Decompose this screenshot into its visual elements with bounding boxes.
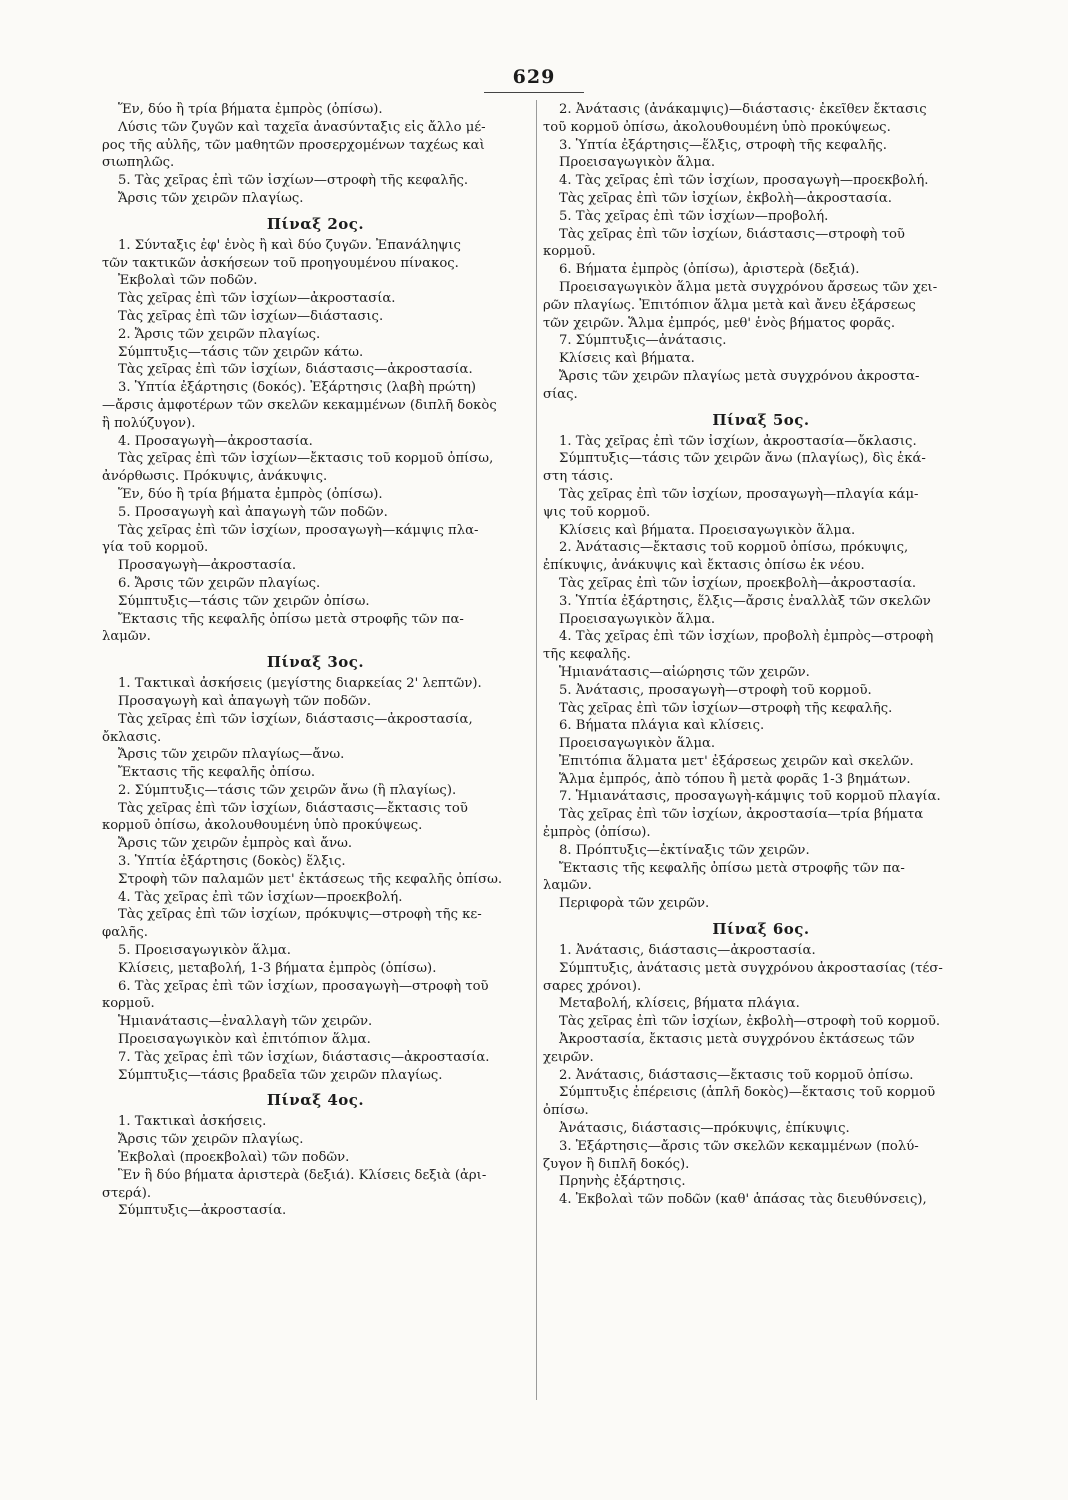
text-line: 2. Ἄρσις τῶν χειρῶν πλαγίως. xyxy=(118,326,321,342)
text-line: σαρες χρόνοι). xyxy=(543,978,642,994)
text-line: 7. Ἡμιανάτασις, προσαγωγὴ-κάμψις τοῦ κορμοῦ πλαγία. xyxy=(559,789,941,805)
text-line: 2. Ἀνάτασις—ἔκτασις τοῦ κορμοῦ ὀπίσω, πρόκυψις, xyxy=(559,540,909,556)
text-line: Προεισαγωγικὸν ἅλμα. xyxy=(559,155,716,171)
text-line: Τὰς χεῖρας ἐπὶ τῶν ἰσχίων—στροφὴ τῆς κεφαλῆς. xyxy=(559,700,893,716)
text-line: Τὰς χεῖρας ἐπὶ τῶν ἰσχίων, διάστασις—ἀκροστασία, xyxy=(118,711,473,727)
text-line: Ἔκτασις τῆς κεφαλῆς ὀπίσω μετὰ στροφῆς τῶν πα- xyxy=(559,860,905,876)
text-line: ρῶν πλαγίως. Ἐπιτόπιον ἅλμα μετὰ καὶ ἄνευ ἐξάρσεως xyxy=(543,297,916,313)
text-line: Τὰς χεῖρας ἐπὶ τῶν ἰσχίων—ἔκτασις τοῦ κορμοῦ ὀπίσω, xyxy=(118,451,494,467)
right-column xyxy=(543,101,979,1209)
text-line: Σύμπτυξις ἐπέρεισις (ἁπλῆ δοκὸς)—ἔκτασις τοῦ κορμοῦ xyxy=(559,1085,936,1101)
text-line: Τὰς χεῖρας ἐπὶ τῶν ἰσχίων, διάστασις—ἔκτασις τοῦ xyxy=(118,800,468,816)
text-line: 3. Ἐξάρτησις—ἄρσις τῶν σκελῶν κεκαμμένων (πολύ- xyxy=(559,1138,919,1154)
text-line: 4. Τὰς χεῖρας ἐπὶ τῶν ἰσχίων—προεκβολή. xyxy=(118,889,403,905)
text-line: Προεισαγωγικὸν ἅλμα. xyxy=(559,736,716,752)
text-line: 6. Βήματα πλάγια καὶ κλίσεις. xyxy=(559,718,765,734)
text-line: 5. Ἀνάτασις, προσαγωγὴ—στροφὴ τοῦ κορμοῦ. xyxy=(559,682,872,698)
text-line: Προσαγωγὴ καὶ ἀπαγωγὴ τῶν ποδῶν. xyxy=(118,693,372,709)
text-line: 5. Προσαγωγὴ καὶ ἀπαγωγὴ τῶν ποδῶν. xyxy=(118,504,388,520)
text-line: κορμοῦ. xyxy=(102,996,155,1012)
text-line: Ἓν ἢ δύο βήματα ἀριστερὰ (δεξιά). Κλίσεις δεξιὰ (ἀρι- xyxy=(118,1167,487,1183)
page-number: 629 xyxy=(512,66,556,88)
text-line: Μεταβολή, κλίσεις, βήματα πλάγια. xyxy=(559,996,800,1012)
text-line: Τὰς χεῖρας ἐπὶ τῶν ἰσχίων, προσαγωγὴ—πλαγία κάμ- xyxy=(559,486,919,502)
text-line: Κλίσεις, μεταβολή, 1-3 βήματα ἐμπρὸς (ὀπίσω). xyxy=(118,960,437,976)
text-line: Στροφὴ τῶν παλαμῶν μετ' ἐκτάσεως τῆς κεφαλῆς ὀπίσω. xyxy=(118,871,503,887)
text-line: Τὰς χεῖρας ἐπὶ τῶν ἰσχίων, προσαγωγὴ—κάμψις πλα- xyxy=(118,522,479,538)
text-line: λαμῶν. xyxy=(102,629,151,645)
text-line: 5. Προεισαγωγικὸν ἅλμα. xyxy=(118,943,291,959)
text-line: χειρῶν. xyxy=(543,1049,594,1065)
text-line: ζυγον ἢ διπλῆ δοκός). xyxy=(543,1156,690,1172)
text-line: 4. Ἐκβολαὶ τῶν ποδῶν (καθ' ἁπάσας τὰς διευθύνσεις), xyxy=(559,1192,927,1208)
text-line: ὄκλασις. xyxy=(102,729,162,745)
text-line: Ἀνάτασις, διάστασις—πρόκυψις, ἐπίκυψις. xyxy=(559,1121,850,1137)
text-line: ἐμπρὸς (ὀπίσω). xyxy=(543,825,651,841)
table-heading: Πίναξ 6ος. xyxy=(712,920,810,939)
text-line: Σύμπτυξις, ἀνάτασις μετὰ συγχρόνου ἀκροστασίας (τέσ- xyxy=(559,960,943,976)
text-line: 6. Ἄρσις τῶν χειρῶν πλαγίως. xyxy=(118,575,321,591)
text-line: ἀνόρθωσις. Πρόκυψις, ἀνάκυψις. xyxy=(102,469,328,485)
text-line: Προεισαγωγικὸν ἅλμα μετὰ συγχρόνου ἄρσεως τῶν χει- xyxy=(559,279,938,295)
text-line: τοῦ κορμοῦ ὀπίσω, ἀκολουθουμένη ὑπὸ προκύψεως. xyxy=(543,119,891,135)
text-line: τῶν χειρῶν. Ἅλμα ἐμπρός, μεθ' ἑνὸς βήματος φορᾶς. xyxy=(543,315,896,331)
table-heading: Πίναξ 5ος. xyxy=(712,410,810,429)
text-line: Ἄρσις τῶν χειρῶν πλαγίως μετὰ συγχρόνου ἀκροστα- xyxy=(559,368,920,384)
text-line: 2. Σύμπτυξις—τάσις τῶν χειρῶν ἄνω (ἢ πλαγίως). xyxy=(118,782,457,798)
text-line: Τὰς χεῖρας ἐπὶ τῶν ἰσχίων, πρόκυψις—στροφὴ τῆς κε- xyxy=(118,907,482,923)
text-line: Τὰς χεῖρας ἐπὶ τῶν ἰσχίων, ἐκβολὴ—ἀκροστασία. xyxy=(559,190,893,206)
text-line: 6. Βήματα ἐμπρὸς (ὀπίσω), ἀριστερὰ (δεξιά). xyxy=(559,262,860,278)
text-line: Λύσις τῶν ζυγῶν καὶ ταχεῖα ἀνασύνταξις εἰς ἄλλο μέ- xyxy=(118,119,486,135)
text-line: Ἄρσις τῶν χειρῶν πλαγίως—ἄνω. xyxy=(118,747,345,763)
left-column xyxy=(102,101,529,1220)
text-line: 5. Τὰς χεῖρας ἐπὶ τῶν ἰσχίων—προβολή. xyxy=(559,208,829,224)
text-line: Ἡμιανάτασις—ἐναλλαγὴ τῶν χειρῶν. xyxy=(118,1014,373,1030)
text-line: τῶν τακτικῶν ἀσκήσεων τοῦ προηγουμένου πίνακος. xyxy=(102,255,459,271)
text-line: 7. Σύμπτυξις—ἀνάτασις. xyxy=(559,333,727,349)
text-line: 3. Ὑπτία ἐξάρτησις (δοκός). Ἐξάρτησις (λαβὴ πρώτη) xyxy=(118,380,477,396)
text-line: 6. Τὰς χεῖρας ἐπὶ τῶν ἰσχίων, προσαγωγὴ—στροφὴ τοῦ xyxy=(118,978,489,994)
text-line: 1. Ἀνάτασις, διάστασις—ἀκροστασία. xyxy=(559,943,816,959)
text-line: στη τάσις. xyxy=(543,469,614,485)
text-line: ἐπίκυψις, ἀνάκυψις καὶ ἔκτασις ὀπίσω ἐκ νέου. xyxy=(543,558,865,574)
table-heading: Πίναξ 2ος. xyxy=(266,214,365,233)
text-line: Ἀκροστασία, ἔκτασις μετὰ συγχρόνου ἐκτάσεως τῶν xyxy=(559,1032,915,1048)
text-line: Προεισαγωγικὸν ἅλμα. xyxy=(559,611,716,627)
text-line: Τὰς χεῖρας ἐπὶ τῶν ἰσχίων, διάστασις—στροφὴ τοῦ xyxy=(559,226,905,242)
text-line: Ἡμιανάτασις—αἰώρησις τῶν χειρῶν. xyxy=(559,664,810,680)
text-line: Κλίσεις καὶ βήματα. xyxy=(559,351,695,367)
text-line: Προσαγωγὴ—ἀκροστασία. xyxy=(118,558,297,574)
text-line: 7. Τὰς χεῖρας ἐπὶ τῶν ἰσχίων, διάστασις—ἀκροστασία. xyxy=(118,1049,490,1065)
text-line: Σύμπτυξις—ἀκροστασία. xyxy=(118,1203,287,1219)
table-heading: Πίναξ 4ος. xyxy=(266,1091,365,1110)
text-line: Τὰς χεῖρας ἐπὶ τῶν ἰσχίων, ἀκροστασία—τρία βήματα xyxy=(559,807,924,823)
text-line: 4. Τὰς χεῖρας ἐπὶ τῶν ἰσχίων, προβολὴ ἐμπρὸς—στροφὴ xyxy=(559,629,934,645)
text-line: Ἐκβολαὶ (προεκβολαὶ) τῶν ποδῶν. xyxy=(118,1150,350,1166)
text-line: 1. Τὰς χεῖρας ἐπὶ τῶν ἰσχίων, ἀκροστασία—ὄκλασις. xyxy=(559,433,917,449)
text-line: Ἄρσις τῶν χειρῶν πλαγίως. xyxy=(118,190,304,206)
text-line: Ἕν, δύο ἢ τρία βήματα ἐμπρὸς (ὀπίσω). xyxy=(118,486,383,502)
text-line: Ἅλμα ἐμπρός, ἀπὸ τόπου ἢ μετὰ φορᾶς 1-3 βημάτων. xyxy=(559,771,911,787)
text-line: 4. Προσαγωγὴ—ἀκροστασία. xyxy=(118,433,313,449)
text-line: 5. Τὰς χεῖρας ἐπὶ τῶν ἰσχίων—στροφὴ τῆς κεφαλῆς. xyxy=(118,173,469,189)
text-line: Τὰς χεῖρας ἐπὶ τῶν ἰσχίων, διάστασις—ἀκροστασία. xyxy=(118,362,473,378)
text-line: Σύμπτυξις—τάσις τῶν χειρῶν κάτω. xyxy=(118,344,364,360)
text-line: σίας. xyxy=(543,386,578,402)
page-number-rule xyxy=(484,92,584,93)
text-line: κορμοῦ. xyxy=(543,244,596,260)
text-line: γία τοῦ κορμοῦ. xyxy=(102,540,209,556)
text-line: 3. Ὑπτία ἐξάρτησις—ἕλξις, στροφὴ τῆς κεφαλῆς. xyxy=(559,137,887,153)
text-line: Ἕν, δύο ἢ τρία βήματα ἐμπρὸς (ὀπίσω). xyxy=(118,102,383,117)
text-line: Προεισαγωγικὸν καὶ ἐπιτόπιον ἅλμα. xyxy=(118,1032,371,1048)
text-line: στερά). xyxy=(102,1185,152,1201)
text-line: Τὰς χεῖρας ἐπὶ τῶν ἰσχίων, ἐκβολὴ—στροφὴ τοῦ κορμοῦ. xyxy=(559,1014,941,1030)
text-line: Τὰς χεῖρας ἐπὶ τῶν ἰσχίων—ἀκροστασία. xyxy=(118,291,396,307)
table-heading: Πίναξ 3ος. xyxy=(266,653,365,672)
text-line: Περιφορὰ τῶν χειρῶν. xyxy=(559,896,710,912)
text-line: τῆς κεφαλῆς. xyxy=(543,647,631,663)
column-divider xyxy=(536,100,537,1400)
text-line: 4. Τὰς χεῖρας ἐπὶ τῶν ἰσχίων, προσαγωγὴ—προεκβολή. xyxy=(559,173,929,189)
text-line: Ἔκτασις τῆς κεφαλῆς ὀπίσω. xyxy=(118,765,316,781)
text-line: Ἄρσις τῶν χειρῶν ἐμπρὸς καὶ ἄνω. xyxy=(118,836,353,852)
text-line: σιωπηλῶς. xyxy=(102,155,175,171)
text-line: —ἄρσις ἀμφοτέρων τῶν σκελῶν κεκαμμένων (διπλῆ δοκὸς xyxy=(102,397,497,413)
text-line: Σύμπτυξις—τάσις τῶν χειρῶν ἄνω (πλαγίως), δὶς ἑκά- xyxy=(559,451,926,467)
text-line: λαμῶν. xyxy=(543,878,592,894)
text-line: φαλῆς. xyxy=(102,925,148,941)
text-line: 3. Ὑπτία ἐξάρτησις (δοκὸς) ἕλξις. xyxy=(118,854,346,870)
text-line: Ἔκτασις τῆς κεφαλῆς ὀπίσω μετὰ στροφῆς τῶν πα- xyxy=(118,611,464,627)
text-line: 1. Σύνταξις ἐφ' ἑνὸς ἢ καὶ δύο ζυγῶν. Ἐπανάληψις xyxy=(118,237,461,253)
text-line: 2. Ἀνάτασις, διάστασις—ἔκτασις τοῦ κορμοῦ ὀπίσω. xyxy=(559,1067,914,1083)
text-line: 1. Τακτικαὶ ἀσκήσεις. xyxy=(118,1114,267,1130)
text-line: Τὰς χεῖρας ἐπὶ τῶν ἰσχίων—διάστασις. xyxy=(118,308,384,324)
text-line: Κλίσεις καὶ βήματα. Προεισαγωγικὸν ἅλμα. xyxy=(559,522,856,538)
text-line: ψις τοῦ κορμοῦ. xyxy=(543,504,651,520)
text-line: Ἐπιτόπια ἅλματα μετ' ἐξάρσεως χειρῶν καὶ σκελῶν. xyxy=(559,753,914,769)
text-line: ὀπίσω. xyxy=(543,1103,589,1119)
text-line: Τὰς χεῖρας ἐπὶ τῶν ἰσχίων, προεκβολὴ—ἀκροστασία. xyxy=(559,575,917,591)
text-line: Σύμπτυξις—τάσις βραδεῖα τῶν χειρῶν πλαγίως. xyxy=(118,1067,443,1083)
text-line: Σύμπτυξις—τάσις τῶν χειρῶν ὀπίσω. xyxy=(118,593,370,609)
text-line: 2. Ἀνάτασις (ἀνάκαμψις)—διάστασις· ἐκεῖθεν ἔκτασις xyxy=(559,102,927,117)
text-line: Ἄρσις τῶν χειρῶν πλαγίως. xyxy=(118,1132,304,1148)
text-line: Πρηνὴς ἐξάρτησις. xyxy=(559,1174,686,1190)
text-line: κορμοῦ ὀπίσω, ἀκολουθουμένη ὑπὸ προκύψεως. xyxy=(102,818,423,834)
text-line: Ἐκβολαὶ τῶν ποδῶν. xyxy=(118,273,258,289)
text-line: ἢ πολύζυγον). xyxy=(102,415,196,431)
text-line: 8. Πρόπτυξις—ἐκτίναξις τῶν χειρῶν. xyxy=(559,842,810,858)
text-line: ρος τῆς αὐλῆς, τῶν μαθητῶν προσερχομένων ταχέως καὶ xyxy=(102,137,485,153)
text-line: 1. Τακτικαὶ ἀσκήσεις (μεγίστης διαρκείας 2' λεπτῶν). xyxy=(118,676,482,692)
text-line: 3. Ὑπτία ἐξάρτησις, ἕλξις—ἄρσις ἐναλλὰξ τῶν σκελῶν xyxy=(559,593,931,609)
